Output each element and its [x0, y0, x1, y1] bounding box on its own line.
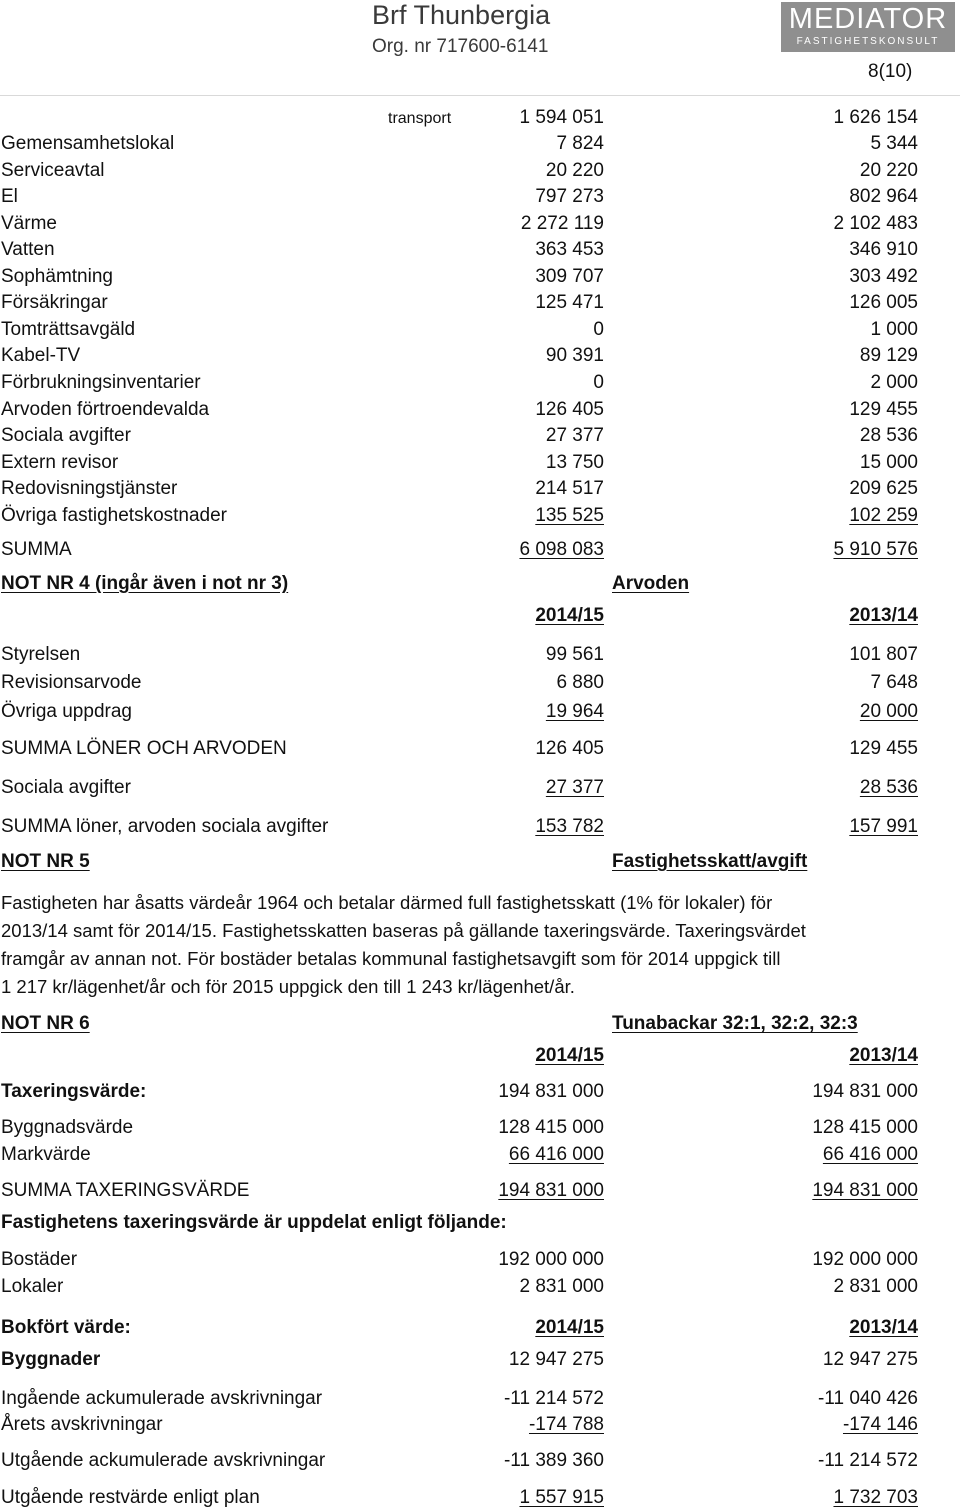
residual-a: 1 557 915 [519, 1487, 604, 1508]
costs-sum-b: 5 910 576 [833, 539, 918, 560]
row-value-a: 13 750 [545, 452, 604, 473]
row-value-a: 309 707 [535, 266, 604, 287]
housing-b: 192 000 000 [812, 1249, 918, 1270]
row-label: Extern revisor [1, 452, 119, 473]
row-value-a: 90 391 [545, 345, 604, 366]
row-value-b: 129 455 [849, 738, 918, 759]
row-value-a: 6 880 [556, 672, 604, 693]
row-value-b: 1 000 [870, 319, 918, 340]
building-value-a: 128 415 000 [498, 1117, 604, 1138]
org-number: Org. nr 717600-6141 [372, 36, 549, 57]
row-value-a: 0 [593, 319, 604, 340]
note5-line-4: 1 217 kr/lägenhet/år och för 2015 uppgick den till 1 243 kr/lägenhet/år. [1, 976, 575, 997]
acc-out-b: -11 214 572 [817, 1450, 918, 1471]
row-value-b: 28 536 [859, 425, 918, 446]
year-dep-a: -174 788 [528, 1414, 604, 1435]
row-label: Arvoden förtroendevalda [1, 399, 210, 420]
note4-title: NOT NR 4 (ingår även i not nr 3) [1, 573, 289, 594]
note5-line-1: Fastigheten har åsatts värdeår 1964 och betalar därmed full fastighetsskatt (1% för lokaler) för [1, 892, 773, 913]
row-value-b: 2 000 [870, 372, 918, 393]
year-dep-label: Årets avskrivningar [1, 1414, 163, 1435]
tax-sum-a: 194 831 000 [498, 1180, 604, 1201]
row-value-b: 129 455 [849, 399, 918, 420]
note5-title: NOT NR 5 [1, 851, 90, 872]
row-label: Värme [1, 213, 57, 234]
acc-in-b: -11 040 426 [817, 1388, 918, 1409]
acc-in-label: Ingående ackumulerade avskrivningar [1, 1388, 323, 1409]
tax-value-b: 194 831 000 [812, 1081, 918, 1102]
premises-label: Lokaler [1, 1276, 64, 1297]
building-value-b: 128 415 000 [812, 1117, 918, 1138]
tax-value-a: 194 831 000 [498, 1081, 604, 1102]
note5-line-2: 2013/14 samt för 2014/15. Fastighetsskatten baseras på gällande taxeringsvärde. Taxeringsvärdet [1, 920, 806, 941]
row-label: El [1, 186, 18, 207]
row-value-a: 99 561 [545, 644, 604, 665]
note6-year-b: 2013/14 [849, 1045, 918, 1066]
costs-sum-a: 6 098 083 [519, 539, 604, 560]
transport-value-b: 1 626 154 [833, 107, 918, 128]
row-value-a: 27 377 [545, 425, 604, 446]
row-label: Redovisningstjänster [1, 478, 178, 499]
row-value-a: 126 405 [535, 738, 604, 759]
row-value-b: 7 648 [870, 672, 918, 693]
row-label: Sociala avgifter [1, 425, 131, 446]
row-label: Serviceavtal [1, 160, 105, 181]
row-value-a: 19 964 [545, 701, 604, 722]
row-value-a: 20 220 [545, 160, 604, 181]
row-value-b: 20 000 [859, 701, 918, 722]
acc-out-a: -11 389 360 [503, 1450, 604, 1471]
note6-subtitle: Tunabackar 32:1, 32:2, 32:3 [612, 1013, 858, 1034]
housing-a: 192 000 000 [498, 1249, 604, 1270]
row-value-b: 209 625 [849, 478, 918, 499]
row-value-b: 5 344 [870, 133, 918, 154]
row-value-a: 27 377 [545, 777, 604, 798]
land-value-a: 66 416 000 [508, 1144, 604, 1165]
logo-sub: FASTIGHETSKONSULT [796, 36, 940, 47]
transport-value-a: 1 594 051 [519, 107, 604, 128]
row-label: Övriga uppdrag [1, 701, 132, 722]
buildings-b: 12 947 275 [822, 1349, 918, 1370]
document-title: Brf Thunbergia [372, 0, 551, 30]
residual-label: Utgående restvärde enligt plan [1, 1487, 260, 1508]
note5-line-3: framgår av annan not. För bostäder betalas kommunal fastighetsavgift som för 2014 uppgick till [1, 948, 781, 969]
row-value-a: 363 453 [535, 239, 604, 260]
row-value-b: 126 005 [849, 292, 918, 313]
mediator-logo [781, 2, 955, 52]
note4-subtitle: Arvoden [612, 573, 690, 594]
row-label: Övriga fastighetskostnader [1, 505, 228, 526]
premises-a: 2 831 000 [519, 1276, 604, 1297]
note5-subtitle: Fastighetsskatt/avgift [612, 851, 808, 872]
transport-label: transport [388, 110, 452, 127]
tax-value-label: Taxeringsvärde: [1, 1081, 147, 1102]
costs-sum-label: SUMMA [1, 539, 72, 560]
row-label: Försäkringar [1, 292, 108, 313]
note6-title: NOT NR 6 [1, 1013, 90, 1034]
row-value-b: 15 000 [859, 452, 918, 473]
acc-out-label: Utgående ackumulerade avskrivningar [1, 1450, 326, 1471]
row-value-b: 28 536 [859, 777, 918, 798]
buildings-a: 12 947 275 [508, 1349, 604, 1370]
note4-year-b: 2013/14 [849, 605, 918, 626]
year-dep-b: -174 146 [842, 1414, 918, 1435]
row-label: Styrelsen [1, 644, 81, 665]
row-label: Sociala avgifter [1, 777, 131, 798]
building-value-label: Byggnadsvärde [1, 1117, 134, 1138]
book-year-a: 2014/15 [535, 1317, 604, 1338]
book-year-b: 2013/14 [849, 1317, 918, 1338]
premises-b: 2 831 000 [833, 1276, 918, 1297]
row-value-a: 797 273 [535, 186, 604, 207]
land-value-label: Markvärde [1, 1144, 91, 1165]
row-value-b: 802 964 [849, 186, 918, 207]
row-value-b: 2 102 483 [833, 213, 918, 234]
header-divider [0, 95, 960, 96]
row-label: SUMMA löner, arvoden sociala avgifter [1, 816, 329, 837]
row-value-b: 157 991 [849, 816, 918, 837]
row-label: Sophämtning [1, 266, 113, 287]
buildings-label: Byggnader [1, 1349, 101, 1370]
row-value-a: 7 824 [556, 133, 604, 154]
row-label: Tomträttsavgäld [1, 319, 136, 340]
acc-in-a: -11 214 572 [503, 1388, 604, 1409]
row-value-b: 20 220 [859, 160, 918, 181]
page-number: 8(10) [868, 61, 913, 82]
row-value-a: 153 782 [535, 816, 604, 837]
row-value-a: 126 405 [535, 399, 604, 420]
row-value-b: 102 259 [849, 505, 918, 526]
row-value-a: 214 517 [535, 478, 604, 499]
book-value-label: Bokfört värde: [1, 1317, 131, 1338]
row-value-b: 303 492 [849, 266, 918, 287]
row-value-a: 0 [593, 372, 604, 393]
row-value-a: 125 471 [535, 292, 604, 313]
land-value-b: 66 416 000 [822, 1144, 918, 1165]
row-label: SUMMA LÖNER OCH ARVODEN [1, 738, 287, 759]
row-label: Kabel-TV [1, 345, 81, 366]
residual-b: 1 732 703 [833, 1487, 918, 1508]
row-value-a: 2 272 119 [520, 213, 604, 234]
row-label: Revisionsarvode [1, 672, 142, 693]
housing-label: Bostäder [1, 1249, 78, 1270]
row-value-a: 135 525 [535, 505, 604, 526]
row-value-b: 346 910 [849, 239, 918, 260]
row-value-b: 101 807 [849, 644, 918, 665]
tax-sum-b: 194 831 000 [812, 1180, 918, 1201]
tax-sum-label: SUMMA TAXERINGSVÄRDE [1, 1180, 250, 1201]
split-title: Fastighetens taxeringsvärde är uppdelat enligt följande: [1, 1212, 507, 1233]
row-label: Vatten [1, 239, 55, 260]
row-value-b: 89 129 [859, 345, 918, 366]
note6-year-a: 2014/15 [535, 1045, 604, 1066]
note4-year-a: 2014/15 [535, 605, 604, 626]
logo-main: MEDIATOR [788, 3, 948, 35]
row-label: Gemensamhetslokal [1, 133, 175, 154]
row-label: Förbrukningsinventarier [1, 372, 201, 393]
